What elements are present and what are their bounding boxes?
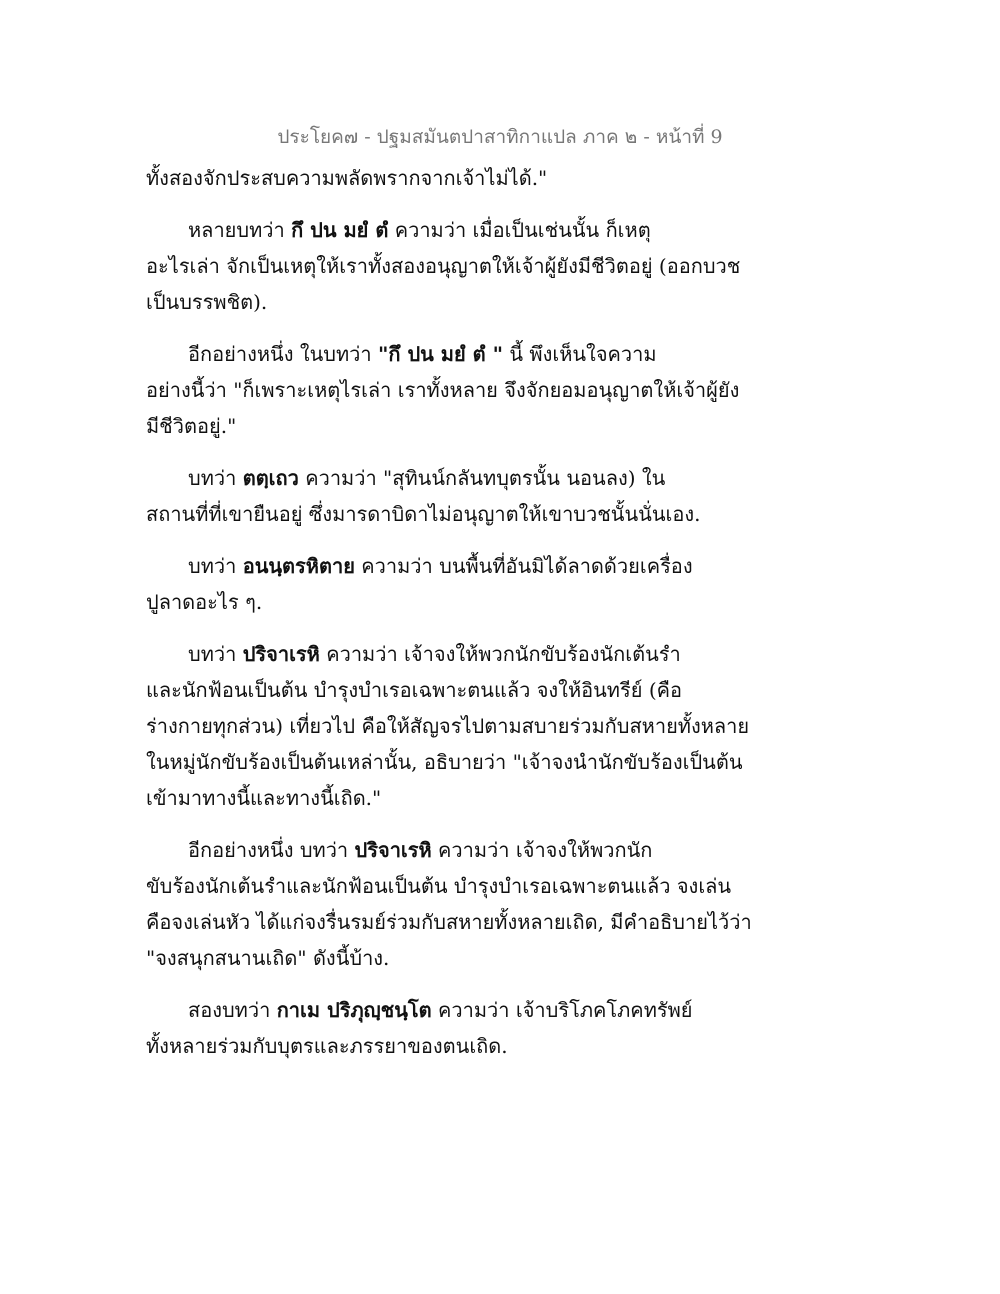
text-run: อีกอย่างหนึ่ง ในบทว่า [188, 342, 378, 366]
text-line [146, 992, 746, 1028]
pali-term: อนนฺตรหิตาย [242, 554, 355, 578]
text-run: อย่างนี้ว่า "ก็เพราะเหตุไรเล่า เราทั้งหลาย จึงจักยอมอนุญาตให้เจ้าผู้ยัง [146, 378, 740, 402]
text-line [146, 744, 746, 780]
pali-term: กาเม ปริภุญฺชนฺโต [276, 998, 432, 1022]
text-run: บทว่า [188, 466, 243, 490]
paragraph [146, 636, 750, 816]
body-text [146, 160, 752, 1064]
text-run: ทั้งหลายร่วมกับบุตรและภรรยาของตนเถิด. [146, 1034, 508, 1058]
text-run: ปูลาดอะไร ๆ. [146, 590, 263, 614]
paragraph-gap [146, 976, 746, 992]
text-line [146, 336, 746, 372]
text-line [146, 408, 746, 444]
text-run: "จงสนุกสนานเถิด" ดังนี้บ้าง. [146, 946, 390, 970]
paragraph-gap [146, 816, 746, 832]
text-run: ขับร้องนักเต้นรำและนักฟ้อนเป็นต้น บำรุงบำเรอเฉพาะตนแล้ว จงเล่น [146, 874, 732, 898]
text-line [146, 248, 746, 284]
text-line [146, 284, 746, 320]
text-run: และนักฟ้อนเป็นต้น บำรุงบำเรอเฉพาะตนแล้ว จงให้อินทรีย์ (คือ [146, 678, 683, 702]
paragraph [146, 212, 746, 320]
text-line [146, 868, 746, 904]
text-run: อีกอย่างหนึ่ง บทว่า [188, 838, 355, 862]
text-line [146, 672, 746, 708]
text-line [146, 496, 746, 532]
page-header: ประโยค๗ - ปฐมสมันตปาสาทิกาแปล ภาค ๒ - หน้าที่ 9 [277, 126, 723, 148]
text-run: มีชีวิตอยู่." [146, 414, 237, 438]
text-line [146, 160, 746, 196]
text-run: ความว่า เจ้าบริโภคโภคทรัพย์ [431, 998, 693, 1022]
text-line [146, 780, 746, 816]
text-run: ความว่า บนพื้นที่อันมิได้ลาดด้วยเครื่อง [354, 554, 693, 578]
pali-term: กึ ปน มยํ ตํ [291, 218, 389, 242]
paragraph [146, 992, 746, 1064]
pali-term: "กึ ปน มยํ ตํ " [377, 342, 504, 366]
pali-term: ปริจาเรหิ [242, 642, 320, 666]
paragraph [146, 160, 746, 196]
text-run: บทว่า [188, 554, 243, 578]
paragraph-gap [146, 620, 746, 636]
paragraph-gap [146, 320, 746, 336]
text-line [146, 372, 746, 408]
text-line [146, 708, 750, 744]
paragraph-gap [146, 196, 746, 212]
text-line [146, 548, 746, 584]
paragraph [146, 336, 746, 444]
text-run: สถานที่ที่เขายืนอยู่ ซึ่งมารดาบิดาไม่อนุญาตให้เขาบวชนั้นนั่นเอง. [146, 502, 701, 526]
paragraph [146, 548, 746, 620]
pali-term: ตตฺเถว [242, 466, 299, 490]
text-run: นี้ พึงเห็นใจความ [503, 342, 657, 366]
text-line [146, 832, 746, 868]
text-run: เข้ามาทางนี้และทางนี้เถิด." [146, 786, 382, 810]
pali-term: ปริจาเรหิ [354, 838, 432, 862]
text-line [146, 1028, 746, 1064]
text-run: สองบทว่า [188, 998, 277, 1022]
text-run: หลายบทว่า [188, 218, 292, 242]
text-run: คือจงเล่นหัว ได้แก่จงรื่นรมย์ร่วมกับสหายทั้งหลายเถิด, มีคำอธิบายไว้ว่า [146, 910, 752, 934]
paragraph [146, 460, 746, 532]
paragraph-gap [146, 444, 746, 460]
text-run: บทว่า [188, 642, 243, 666]
text-run: ในหมู่นักขับร้องเป็นต้นเหล่านั้น, อธิบายว่า "เจ้าจงนำนักขับร้องเป็นต้น [146, 750, 743, 774]
text-run: ความว่า เจ้าจงให้พวกนัก [431, 838, 653, 862]
paragraph-gap [146, 532, 746, 548]
text-run: อะไรเล่า จักเป็นเหตุให้เราทั้งสองอนุญาตให้เจ้าผู้ยังมีชีวิตอยู่ (ออกบวช [146, 254, 741, 278]
text-line [146, 584, 746, 620]
text-line [146, 904, 752, 940]
text-run: ความว่า "สุทินน์กลันทบุตรนั้น นอนลง) ใน [298, 466, 666, 490]
text-run: ความว่า เจ้าจงให้พวกนักขับร้องนักเต้นรำ [319, 642, 681, 666]
text-line [146, 636, 746, 672]
text-run: เป็นบรรพชิต). [146, 290, 268, 314]
text-line [146, 460, 746, 496]
text-line [146, 940, 746, 976]
text-run: ความว่า เมื่อเป็นเช่นนั้น ก็เหตุ [388, 218, 651, 242]
paragraph [146, 832, 752, 976]
text-run: ร่างกายทุกส่วน) เที่ยวไป คือให้สัญจรไปตามสบายร่วมกับสหายทั้งหลาย [146, 714, 750, 738]
text-run: ทั้งสองจักประสบความพลัดพรากจากเจ้าไม่ได้." [146, 166, 548, 190]
text-line [146, 212, 746, 248]
